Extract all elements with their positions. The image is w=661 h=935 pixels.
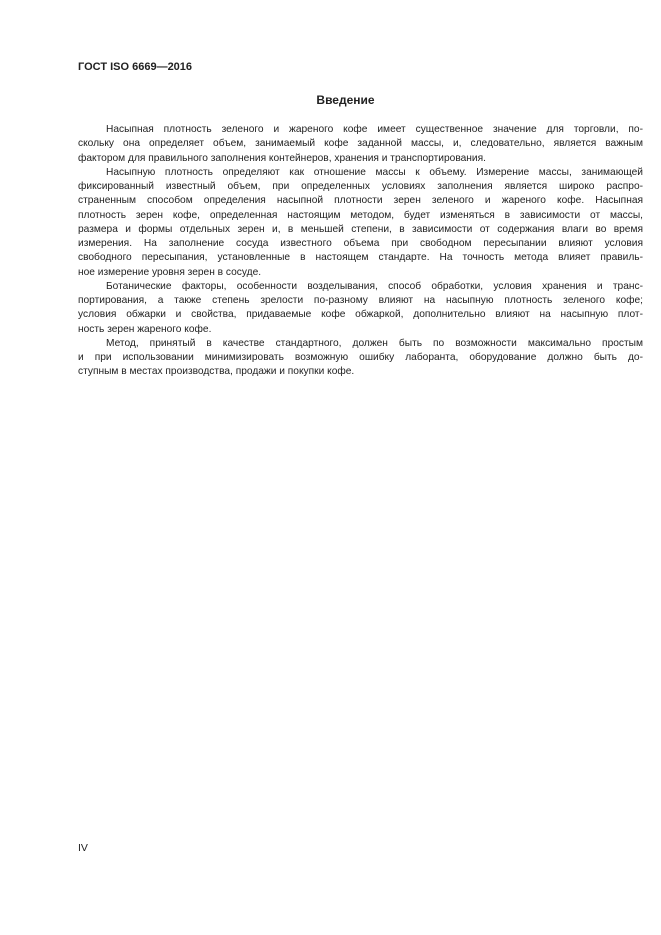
text-line: Насыпная плотность зеленого и жареного кофе имеет существенное значение для торговли, по- <box>106 124 643 135</box>
text-line: измерения. На заполнение сосуда известного объема при свободном пересыпании влияют условия <box>78 238 643 249</box>
text-line: фиксированный известный объем, при определенных условиях заполнения является широко распро- <box>78 181 643 192</box>
text-line: Метод, принятый в качестве стандартного, должен быть по возможности максимально простым <box>106 337 643 349</box>
text-line: свободного пересыпания, установленные в настоящем стандарте. На точность метода влияет правиль- <box>78 252 643 264</box>
text-line: портирования, а также степень зрелости по-разному влияют на насыпную плотность зеленого кофе; <box>78 295 643 306</box>
text-line: плотность зерен кофе, определенная настоящим методом, будет изменяться в зависимости от массы, <box>78 209 643 221</box>
text-line: и при использовании минимизировать возможную ошибку лаборанта, оборудование должно быть до- <box>78 352 643 363</box>
document-header: ГОСТ ISO 6669—2016 <box>78 61 193 73</box>
text-line: ное измерение уровня зерен в сосуде. <box>78 266 262 278</box>
page-number: IV <box>78 842 88 854</box>
text-line: фактором для правильного заполнения контейнеров, хранения и транспортирования. <box>78 152 486 164</box>
text-line: Насыпную плотность определяют как отношение массы к объему. Измерение массы, занимающей <box>106 166 643 178</box>
text-line: страненным способом определения насыпной плотности зерен зеленого и жареного кофе. Насыпная <box>78 195 643 207</box>
text-line: скольку она определяет объем, занимаемый кофе заданной массы, и, следовательно, является важным <box>78 138 643 150</box>
text-line: условия обжарки и свойства, придаваемые кофе обжаркой, дополнительно влияют на насыпную плот- <box>78 309 643 321</box>
text-line: ступным в местах производства, продажи и покупки кофе. <box>78 366 355 378</box>
introduction-text <box>78 123 643 380</box>
section-title: Введение <box>316 93 375 107</box>
text-line: Ботанические факторы, особенности возделывания, способ обработки, условия хранения и транс- <box>106 280 643 292</box>
text-line: размера и формы отдельных зерен и, в меньшей степени, в зависимости от содержания влаги во время <box>78 223 643 235</box>
text-line: ность зерен жареного кофе. <box>78 323 212 335</box>
